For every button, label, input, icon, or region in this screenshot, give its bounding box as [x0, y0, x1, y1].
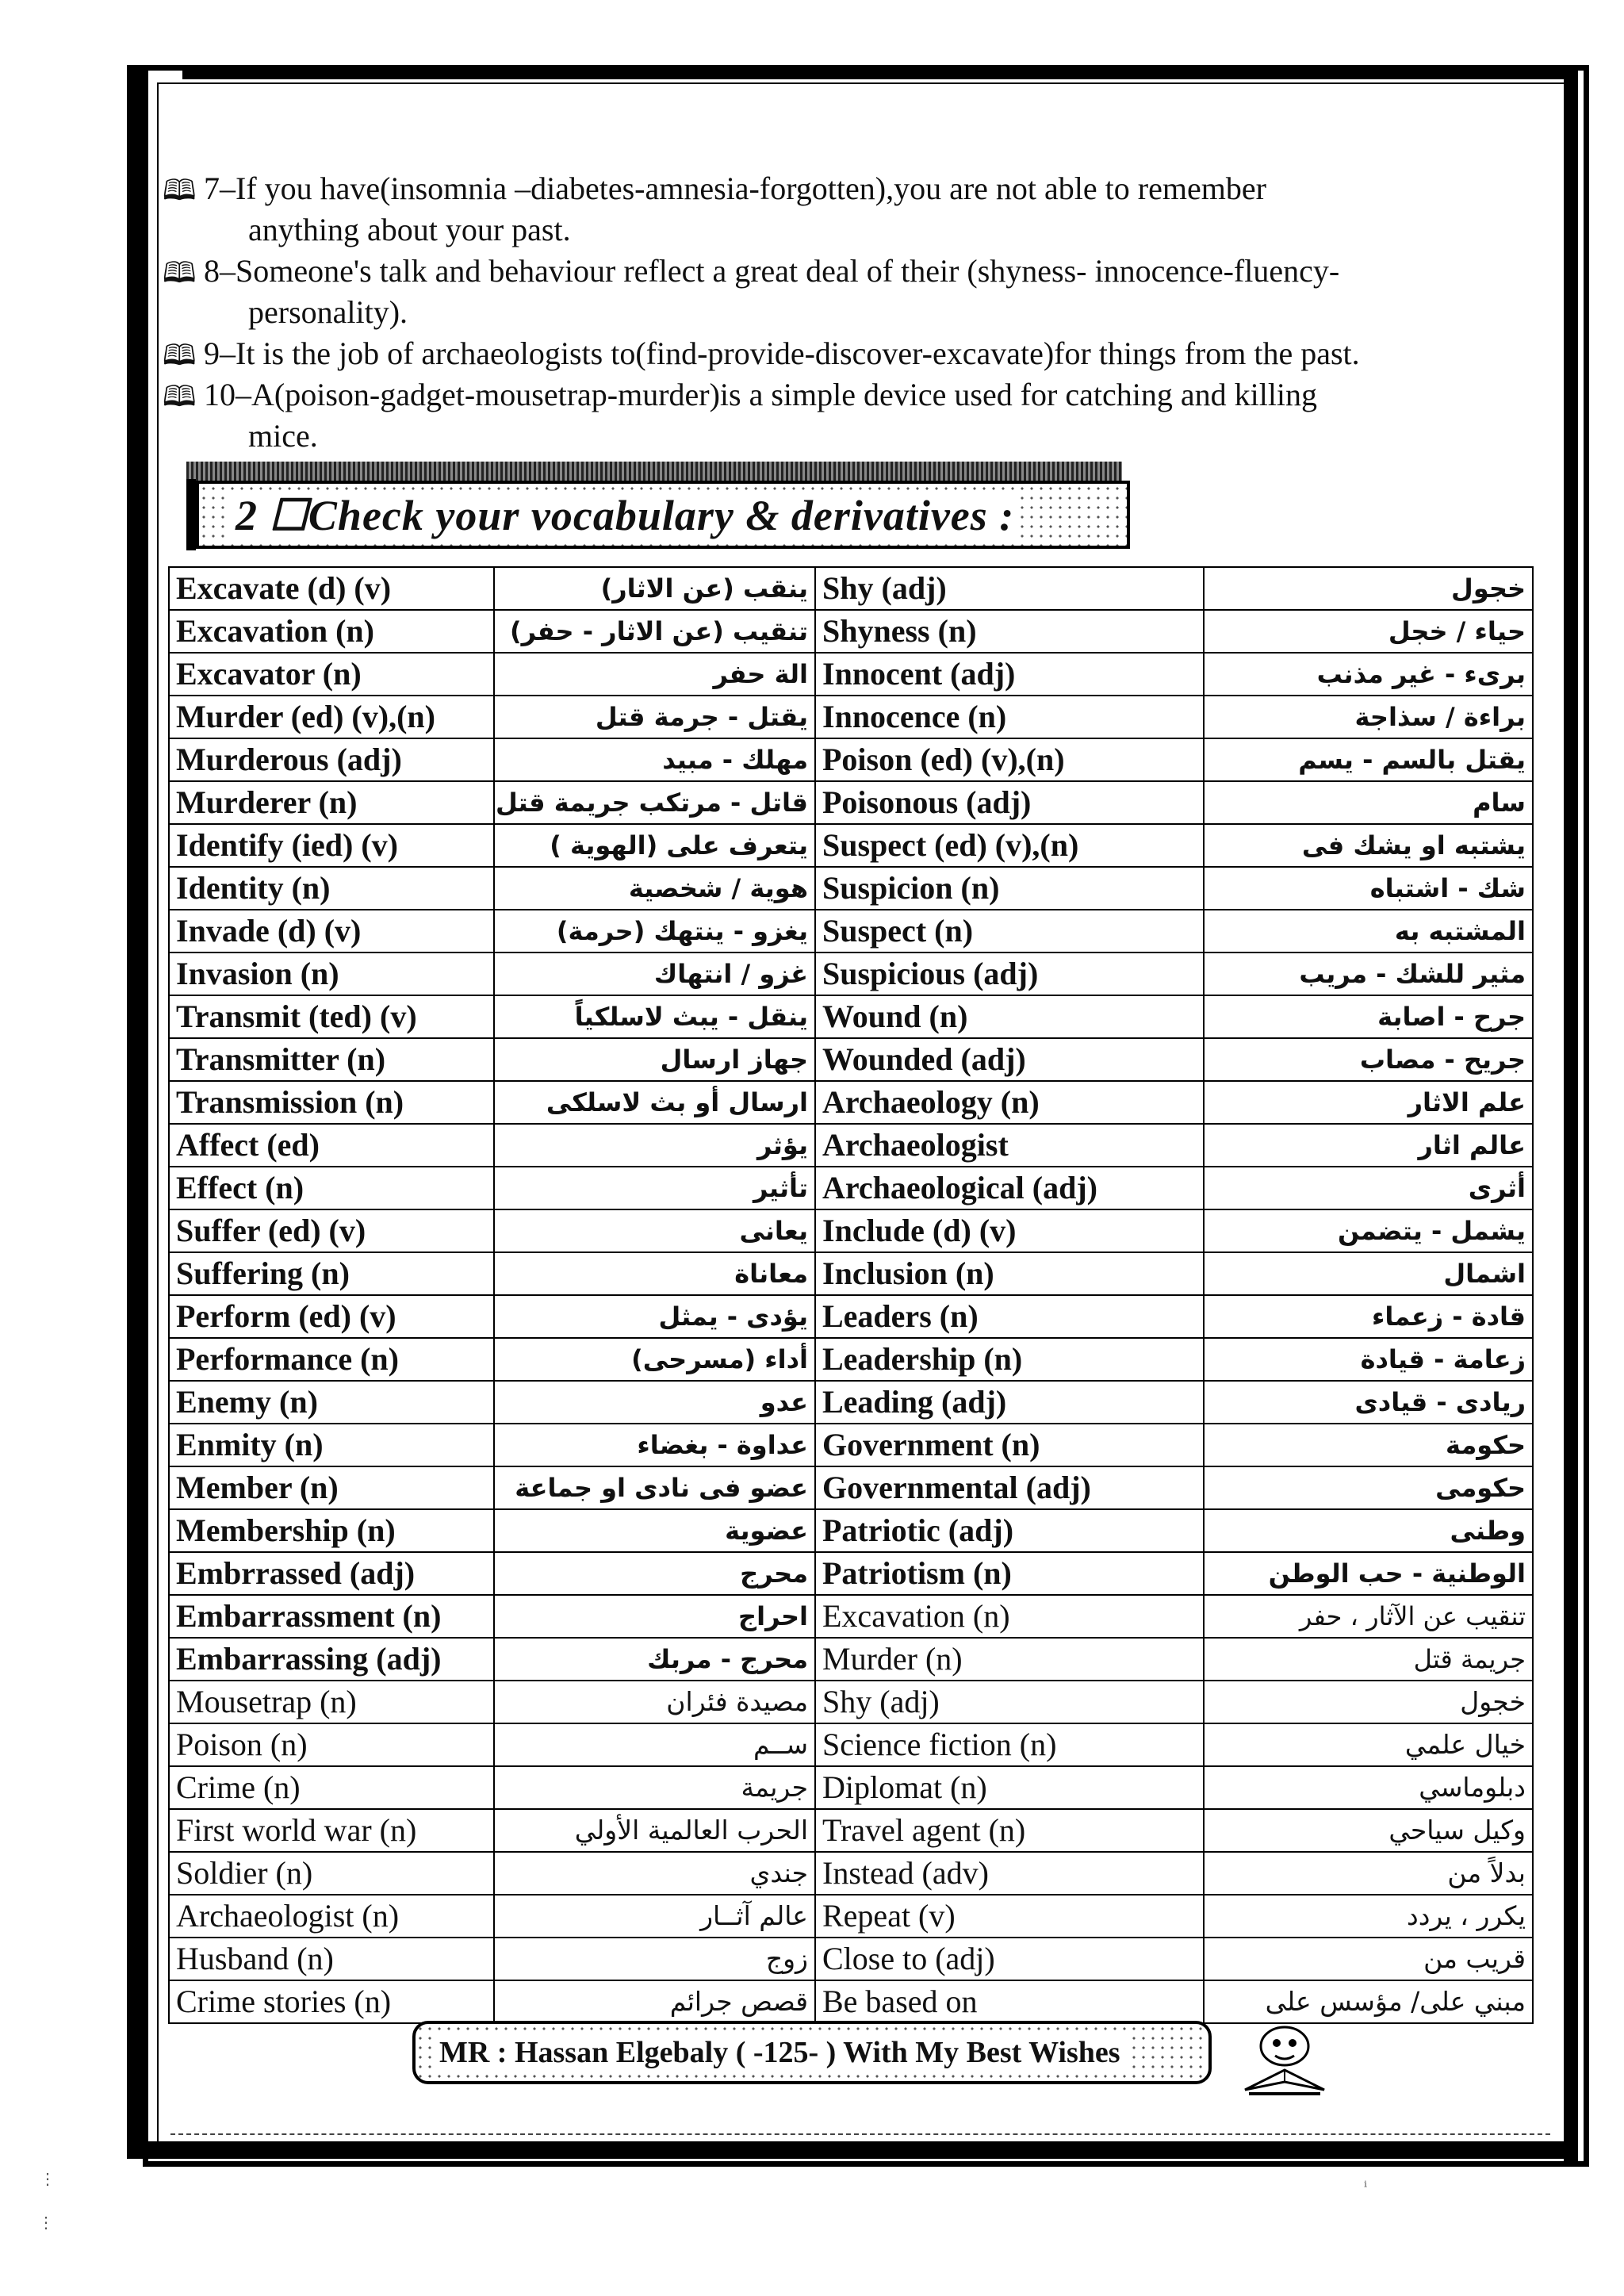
arabic-meaning-cell: قريب من	[1204, 1938, 1533, 1980]
english-term-cell: Suspect (ed) (v),(n)	[815, 824, 1204, 867]
arabic-meaning-cell: مهلك - مبيد	[494, 738, 815, 781]
english-term-cell: Murderous (adj)	[169, 738, 494, 781]
arabic-meaning-cell: جهاز ارسال	[494, 1038, 815, 1081]
english-term-cell: Excavation (n)	[169, 610, 494, 653]
arabic-meaning-cell: معاناة	[494, 1252, 815, 1295]
table-row	[169, 1038, 1533, 1081]
arabic-meaning-cell: تنقيب عن الآثار ، حفر	[1204, 1595, 1533, 1638]
arabic-meaning-cell: هوية / شخصية	[494, 867, 815, 910]
arabic-meaning-cell: يتعرف على (الهوية )	[494, 824, 815, 867]
english-term-cell: Include (d) (v)	[815, 1209, 1204, 1252]
english-term-cell: Leadership (n)	[815, 1338, 1204, 1381]
table-row	[169, 1466, 1533, 1509]
english-term-cell: Close to (adj)	[815, 1938, 1204, 1980]
arabic-meaning-cell: عدو	[494, 1381, 815, 1424]
english-term-cell: Government (n)	[815, 1424, 1204, 1466]
arabic-meaning-cell: محرج	[494, 1552, 815, 1595]
english-term-cell: Suspect (n)	[815, 910, 1204, 953]
english-term-cell: Performance (n)	[169, 1338, 494, 1381]
arabic-meaning-cell: ريادى - قيادى	[1204, 1381, 1533, 1424]
english-term-cell: Transmitter (n)	[169, 1038, 494, 1081]
english-term-cell: Transmit (ted) (v)	[169, 995, 494, 1038]
english-term-cell: Member (n)	[169, 1466, 494, 1509]
question-item	[163, 168, 1542, 251]
book-icon: 🕮	[163, 339, 197, 371]
english-term-cell: Husband (n)	[169, 1938, 494, 1980]
arabic-meaning-cell: جريمة قتل	[1204, 1638, 1533, 1681]
table-row	[169, 567, 1533, 610]
arabic-meaning-cell: غزو / انتهاك	[494, 953, 815, 995]
arabic-meaning-cell: برىء - غير مذنب	[1204, 653, 1533, 696]
scan-speck: ⁱ	[1364, 2179, 1368, 2196]
table-row	[169, 1295, 1533, 1338]
english-term-cell: Embarrassing (adj)	[169, 1638, 494, 1681]
arabic-meaning-cell: مصيدة فئران	[494, 1681, 815, 1723]
arabic-meaning-cell: احراج	[494, 1595, 815, 1638]
english-term-cell: Transmission (n)	[169, 1081, 494, 1124]
arabic-meaning-cell: حكومى	[1204, 1466, 1533, 1509]
arabic-meaning-cell: عضو فى نادى او جماعة	[494, 1466, 815, 1509]
question-text: 9–It is the job of archaeologists to(find-provide-discover-excavate)for things from the past.	[204, 335, 1360, 371]
english-term-cell: Diplomat (n)	[815, 1766, 1204, 1809]
table-row	[169, 1424, 1533, 1466]
table-row	[169, 1895, 1533, 1938]
arabic-meaning-cell: حكومة	[1204, 1424, 1533, 1466]
english-term-cell: Embarrassment (n)	[169, 1595, 494, 1638]
arabic-meaning-cell: عالم اثار	[1204, 1124, 1533, 1167]
arabic-meaning-cell: دبلوماسي	[1204, 1766, 1533, 1809]
arabic-meaning-cell: ارسال أو بث لاسلكى	[494, 1081, 815, 1124]
arabic-meaning-cell: يقتل بالسم - يسم	[1204, 738, 1533, 781]
table-row	[169, 1338, 1533, 1381]
table-row	[169, 1124, 1533, 1167]
book-icon: 🕮	[163, 257, 197, 289]
question-text-continuation: anything about your past.	[248, 212, 571, 247]
table-row	[169, 1766, 1533, 1809]
table-row	[169, 1167, 1533, 1209]
arabic-meaning-cell: براءة / سذاجة	[1204, 696, 1533, 738]
english-term-cell: Instead (adv)	[815, 1852, 1204, 1895]
english-term-cell: Embrrassed (adj)	[169, 1552, 494, 1595]
arabic-meaning-cell: سام	[1204, 781, 1533, 824]
arabic-meaning-cell: محرج - مربك	[494, 1638, 815, 1681]
table-row	[169, 995, 1533, 1038]
question-text: 8–Someone's talk and behaviour reflect a great deal of their (shyness- innocence-fluency-	[204, 253, 1340, 289]
table-row	[169, 824, 1533, 867]
question-text-continuation: personality).	[248, 294, 408, 330]
arabic-meaning-cell: شك - اشتباه	[1204, 867, 1533, 910]
book-icon: 🕮	[163, 381, 197, 412]
english-term-cell: Suspicion (n)	[815, 867, 1204, 910]
arabic-meaning-cell: جريح - مصاب	[1204, 1038, 1533, 1081]
book-icon: 🕮	[163, 174, 197, 206]
arabic-meaning-cell: يؤثر	[494, 1124, 815, 1167]
question-text: 10–A(poison-gadget-mousetrap-murder)is a simple device used for catching and killing	[204, 377, 1318, 412]
english-term-cell: Excavate (d) (v)	[169, 567, 494, 610]
english-term-cell: Shy (adj)	[815, 1681, 1204, 1723]
table-row	[169, 1595, 1533, 1638]
table-row	[169, 1638, 1533, 1681]
table-row	[169, 696, 1533, 738]
arabic-meaning-cell: حياء / خجل	[1204, 610, 1533, 653]
english-term-cell: Suffering (n)	[169, 1252, 494, 1295]
arabic-meaning-cell: الوطنية - حب الوطن	[1204, 1552, 1533, 1595]
english-term-cell: Crime (n)	[169, 1766, 494, 1809]
arabic-meaning-cell: يغزو - ينتهك (حرمة)	[494, 910, 815, 953]
english-term-cell: Shy (adj)	[815, 567, 1204, 610]
table-row	[169, 910, 1533, 953]
table-row	[169, 738, 1533, 781]
english-term-cell: Archaeology (n)	[815, 1081, 1204, 1124]
table-row	[169, 1552, 1533, 1595]
english-term-cell: Leaders (n)	[815, 1295, 1204, 1338]
arabic-meaning-cell: الحرب العالمية الأولي	[494, 1809, 815, 1852]
arabic-meaning-cell: أثرى	[1204, 1167, 1533, 1209]
arabic-meaning-cell: تأثير	[494, 1167, 815, 1209]
arabic-meaning-cell: ينقل - يبث لاسلكياً	[494, 995, 815, 1038]
table-row	[169, 1938, 1533, 1980]
page-frame-left-bar	[127, 65, 144, 2159]
table-row	[169, 1252, 1533, 1295]
english-term-cell: Identify (ied) (v)	[169, 824, 494, 867]
table-row	[169, 653, 1533, 696]
english-term-cell: Effect (n)	[169, 1167, 494, 1209]
english-term-cell: Innocent (adj)	[815, 653, 1204, 696]
english-term-cell: Archaeologist (n)	[169, 1895, 494, 1938]
english-term-cell: Membership (n)	[169, 1509, 494, 1552]
english-term-cell: Inclusion (n)	[815, 1252, 1204, 1295]
english-term-cell: Enmity (n)	[169, 1424, 494, 1466]
arabic-meaning-cell: وكيل سياحي	[1204, 1809, 1533, 1852]
question-item	[163, 333, 1542, 374]
english-term-cell: Poisonous (adj)	[815, 781, 1204, 824]
english-term-cell: Soldier (n)	[169, 1852, 494, 1895]
arabic-meaning-cell: جرح - اصابة	[1204, 995, 1533, 1038]
question-item	[163, 251, 1542, 333]
arabic-meaning-cell: ينقب (عن الاثار)	[494, 567, 815, 610]
arabic-meaning-cell: أداء (مسرحى)	[494, 1338, 815, 1381]
english-term-cell: Excavation (n)	[815, 1595, 1204, 1638]
table-row	[169, 610, 1533, 653]
english-term-cell: Patriotism (n)	[815, 1552, 1204, 1595]
arabic-meaning-cell: عداوة - بغضاء	[494, 1424, 815, 1466]
english-term-cell: Murder (ed) (v),(n)	[169, 696, 494, 738]
arabic-meaning-cell: مثير للشك - مريب	[1204, 953, 1533, 995]
arabic-meaning-cell: يكرر ، يردد	[1204, 1895, 1533, 1938]
arabic-meaning-cell: ســم	[494, 1723, 815, 1766]
arabic-meaning-cell: بدلاً من	[1204, 1852, 1533, 1895]
arabic-meaning-cell: عضوية	[494, 1509, 815, 1552]
table-row	[169, 781, 1533, 824]
question-text-continuation: mice.	[248, 418, 318, 454]
heading-dotted-box	[196, 481, 1130, 549]
table-row	[169, 1723, 1533, 1766]
english-term-cell: Poison (ed) (v),(n)	[815, 738, 1204, 781]
english-term-cell: Leading (adj)	[815, 1381, 1204, 1424]
english-term-cell: Shyness (n)	[815, 610, 1204, 653]
section-heading: 2 ☐Check your vocabulary & derivatives :	[231, 490, 1019, 540]
table-row	[169, 1852, 1533, 1895]
english-term-cell: Science fiction (n)	[815, 1723, 1204, 1766]
english-term-cell: Excavator (n)	[169, 653, 494, 696]
arabic-meaning-cell: جندي	[494, 1852, 815, 1895]
arabic-meaning-cell: جريمة	[494, 1766, 815, 1809]
arabic-meaning-cell: خيال علمي	[1204, 1723, 1533, 1766]
question-list	[163, 168, 1542, 457]
arabic-meaning-cell: يقتل - جرمة قتل	[494, 696, 815, 738]
english-term-cell: Wound (n)	[815, 995, 1204, 1038]
table-row	[169, 1509, 1533, 1552]
table-row	[169, 867, 1533, 910]
english-term-cell: Suffer (ed) (v)	[169, 1209, 494, 1252]
english-term-cell: Perform (ed) (v)	[169, 1295, 494, 1338]
english-term-cell: Murderer (n)	[169, 781, 494, 824]
english-term-cell: Archaeological (adj)	[815, 1167, 1204, 1209]
section-heading-banner	[186, 462, 1130, 557]
arabic-meaning-cell: الة حفر	[494, 653, 815, 696]
arabic-meaning-cell: يشمل - يتضمن	[1204, 1209, 1533, 1252]
table-row	[169, 1081, 1533, 1124]
english-term-cell: Patriotic (adj)	[815, 1509, 1204, 1552]
arabic-meaning-cell: قاتل - مرتكب جريمة قتل	[494, 781, 815, 824]
english-term-cell: Mousetrap (n)	[169, 1681, 494, 1723]
scan-speck: ⋮	[40, 2171, 56, 2188]
arabic-meaning-cell: تنقيب (عن الاثار - حفر)	[494, 610, 815, 653]
arabic-meaning-cell: علم الاثار	[1204, 1081, 1533, 1124]
arabic-meaning-cell: يعانى	[494, 1209, 815, 1252]
table-row	[169, 1381, 1533, 1424]
english-term-cell: First world war (n)	[169, 1809, 494, 1852]
question-item	[163, 374, 1542, 457]
english-term-cell: Poison (n)	[169, 1723, 494, 1766]
arabic-meaning-cell: قصص جرائم	[494, 1980, 815, 2023]
arabic-meaning-cell: زعامة - قيادة	[1204, 1338, 1533, 1381]
english-term-cell: Be based on	[815, 1980, 1204, 2023]
english-term-cell: Suspicious (adj)	[815, 953, 1204, 995]
english-term-cell: Travel agent (n)	[815, 1809, 1204, 1852]
english-term-cell: Repeat (v)	[815, 1895, 1204, 1938]
table-row	[169, 1681, 1533, 1723]
arabic-meaning-cell: خجول	[1204, 567, 1533, 610]
table-row	[169, 953, 1533, 995]
vocabulary-table	[168, 566, 1534, 2024]
arabic-meaning-cell: خجول	[1204, 1681, 1533, 1723]
arabic-meaning-cell: يشتبه او يشك فى	[1204, 824, 1533, 867]
arabic-meaning-cell: زوج	[494, 1938, 815, 1980]
english-term-cell: Affect (ed)	[169, 1124, 494, 1167]
table-row	[169, 1809, 1533, 1852]
scan-speck: ⋮	[38, 2214, 54, 2232]
english-term-cell: Murder (n)	[815, 1638, 1204, 1681]
english-term-cell: Innocence (n)	[815, 696, 1204, 738]
question-text: 7–If you have(insomnia –diabetes-amnesia-forgotten),you are not able to remember	[204, 171, 1266, 206]
english-term-cell: Identity (n)	[169, 867, 494, 910]
reading-mascot-icon	[1237, 2014, 1332, 2102]
english-term-cell: Invasion (n)	[169, 953, 494, 995]
footer-text: MR : Hassan Elgebaly ( -125- ) With My Best Wishes	[433, 2035, 1127, 2070]
arabic-meaning-cell: مبني على/ مؤسس على	[1204, 1980, 1533, 2023]
english-term-cell: Wounded (adj)	[815, 1038, 1204, 1081]
arabic-meaning-cell: المشتبه به	[1204, 910, 1533, 953]
page-frame-dashed-rule	[170, 2133, 1550, 2135]
arabic-meaning-cell: وطنى	[1204, 1509, 1533, 1552]
english-term-cell: Governmental (adj)	[815, 1466, 1204, 1509]
arabic-meaning-cell: اشمال	[1204, 1252, 1533, 1295]
english-term-cell: Crime stories (n)	[169, 1980, 494, 2023]
footer-banner	[412, 2021, 1212, 2084]
english-term-cell: Archaeologist	[815, 1124, 1204, 1167]
english-term-cell: Enemy (n)	[169, 1381, 494, 1424]
arabic-meaning-cell: قادة - زعماء	[1204, 1295, 1533, 1338]
table-row	[169, 1209, 1533, 1252]
arabic-meaning-cell: عالم آثــار	[494, 1895, 815, 1938]
arabic-meaning-cell: يؤدى - يمثل	[494, 1295, 815, 1338]
english-term-cell: Invade (d) (v)	[169, 910, 494, 953]
